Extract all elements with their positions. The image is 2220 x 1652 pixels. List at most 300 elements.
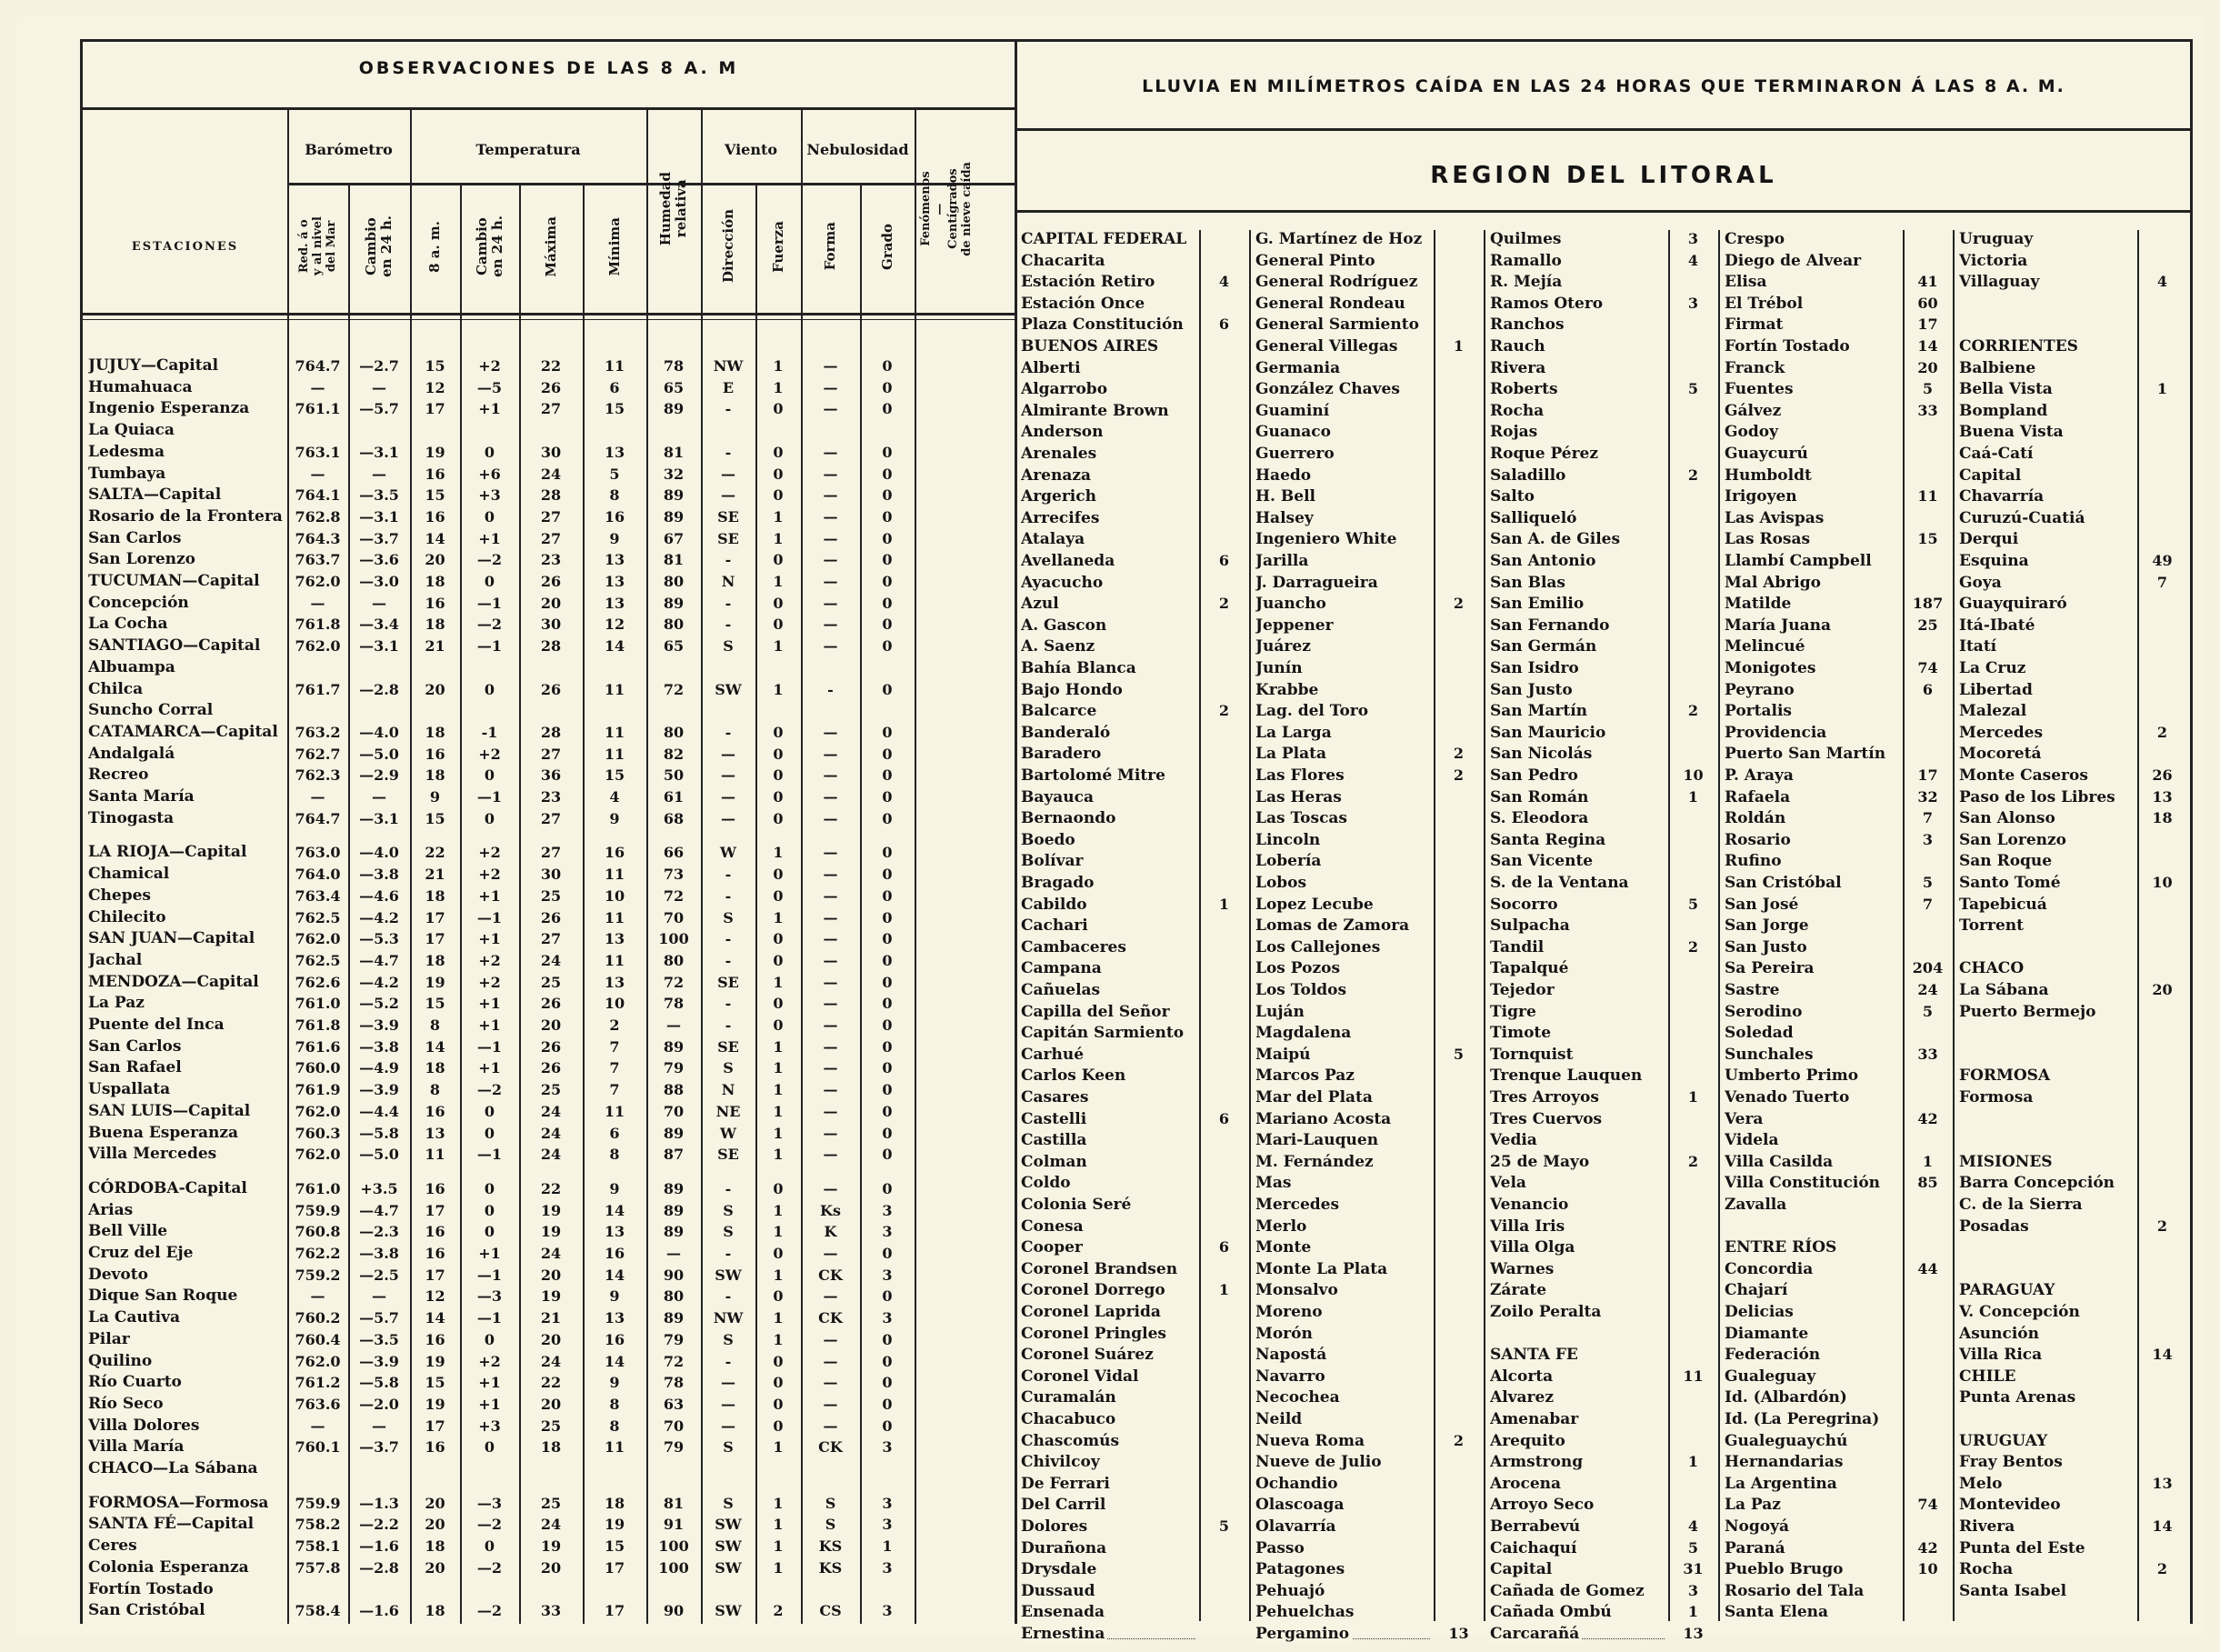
rain-station-name: Lopez Lecube [1255,894,1432,916]
station-value: 89 [663,507,685,526]
station-value: 12 [425,378,445,396]
station-value: 11 [604,723,625,741]
station-value [801,700,860,721]
rain-value: 1 [1687,1453,1699,1471]
rain-value [1199,1494,1249,1516]
station-value: 2 [773,1602,784,1620]
station-value: 0 [773,995,784,1013]
station-value: 0 [882,745,893,763]
station-value: 89 [663,400,685,418]
station-value: S [723,1201,734,1219]
rain-station-name: San José [1725,894,1901,916]
rain-value: 10 [1917,1560,1938,1578]
maxima-header: Máxima [542,215,559,277]
station-value [519,1458,583,1479]
rain-station-name: Rafaela [1725,786,1901,808]
rain-station-name: Coldo [1021,1172,1197,1194]
station-value: 89 [663,1179,685,1197]
rain-station-name: San Román [1490,786,1666,808]
station-value: — [721,1374,735,1392]
rain-station-name: P. Araya [1725,765,1901,786]
station-value: 758.2 [295,1516,341,1534]
rain-value [2137,1408,2187,1430]
rain-station-name: San Mauricio [1490,722,1666,744]
station-value: 80 [663,951,685,969]
rain-value [1199,936,1249,958]
rain-station-name: Los Callejones [1255,936,1432,958]
station-value: 0 [773,745,784,763]
station-value: KS [818,1558,843,1577]
station-value: 22 [425,844,445,862]
station-value [519,1579,583,1600]
rain-value [1903,1129,1953,1151]
station-name: Río Seco [88,1394,286,1415]
rain-value [2137,293,2187,315]
rain-value [1434,1194,1484,1216]
rain-value [2137,1301,2187,1323]
rain-station-name: Arenales [1021,443,1197,465]
rain-station-name: PARAGUAY [1959,1279,2135,1301]
station-value: N [721,573,735,590]
station-value: S [723,1223,734,1241]
rain-station-name: Monigotes [1725,657,1901,679]
rain-value: 2 [1687,1152,1699,1170]
rain-station-name: San Vicente [1490,850,1666,872]
rain-value [2137,850,2187,872]
rain-station-name: Pehuelchas [1255,1601,1432,1623]
station-value [701,700,755,721]
station-value: 764.1 [295,486,341,505]
station-value: 11 [604,866,625,884]
station-value: 8 [609,1395,620,1413]
station-name: Uspallata [88,1079,286,1100]
station-value: 18 [425,616,445,634]
rain-station-name: Caichaquí [1490,1537,1666,1559]
rain-station-name: Colonia Seré [1021,1194,1197,1216]
station-name: Chepes [88,886,286,906]
station-value: — [372,1417,386,1435]
station-value: 11 [604,745,625,763]
station-value: 89 [663,1309,685,1327]
rain-station-name: Cañuelas [1021,979,1197,1001]
rain-value [1434,486,1484,507]
station-value: 66 [663,844,685,862]
station-value: —5.7 [359,1309,399,1327]
station-value: 0 [773,616,784,634]
rain-station-name: Melo [1959,1473,2135,1495]
station-value: 1 [773,1266,784,1284]
station-value: 8 [429,1016,441,1034]
rain-station-name: Matilde [1725,593,1901,615]
rain-value: 4 [1687,1517,1699,1535]
station-name: TUCUMAN—Capital [88,571,286,592]
rain-value: 74 [1917,659,1938,676]
rain-value [1199,1323,1249,1345]
rain-station-name: Capital [1490,1558,1666,1580]
station-name: MENDOZA—Capital [88,972,286,993]
rain-value [1199,1408,1249,1430]
station-value [583,1579,646,1600]
rain-station-name: San Justo [1490,679,1666,701]
rain-station-name: Cambaceres [1021,936,1197,958]
station-value: 0 [882,809,893,827]
station-value [348,700,410,721]
station-value: 0 [773,486,784,505]
station-value: 15 [425,809,445,827]
rain-station-name: Berrabevú [1490,1516,1666,1537]
station-value [348,657,410,678]
station-value [701,420,755,441]
station-value: — [721,486,735,505]
station-value: 50 [663,766,685,785]
rain-station-name: J. Darragueira [1255,572,1432,594]
station-value [755,420,801,441]
observations-panel [80,39,1015,1624]
rain-station-name: Nogoyá [1725,1516,1901,1537]
rain-value: 7 [1922,809,1934,827]
rain-value: 42 [1917,1109,1938,1127]
rain-station-name: Zoilo Peralta [1490,1301,1666,1323]
station-value: 22 [540,1179,562,1197]
station-value: 78 [663,1374,685,1392]
station-value: — [721,745,735,763]
station-name: Chilca [88,679,286,700]
rain-station-name: Carhué [1021,1044,1197,1066]
rain-station-name: Mas [1255,1172,1432,1194]
rain-station-name: Rivera [1959,1516,2135,1537]
station-value: 759.9 [295,1201,341,1219]
station-value: 1 [773,637,784,656]
rain-station-name: Ochandio [1255,1473,1432,1495]
station-value: 3 [882,1602,893,1620]
station-value: 90 [663,1266,685,1284]
rain-station-name: Curuzú-Cuatiá [1959,507,2135,529]
station-name: La Cautiva [88,1307,286,1328]
station-value: 0 [882,357,893,375]
rain-station-name: La Sábana [1959,979,2135,1001]
rain-station-name: Anderson [1021,421,1197,443]
station-value: — [823,357,838,375]
rain-station-name: Pergamino [1255,1623,1432,1645]
station-value: —2.2 [359,1516,399,1534]
rain-station-name: Portalis [1725,700,1901,722]
rain-station-name: La Larga [1255,722,1432,744]
station-value: 758.1 [295,1537,341,1556]
station-value: 80 [663,573,685,590]
rain-station-name: Coronel Laprida [1021,1301,1197,1323]
rain-value: 3 [1687,1581,1699,1599]
station-value: —3.8 [359,866,399,884]
rain-station-name: San Blas [1490,572,1666,594]
rain-title: LLUVIA EN MILÍMETROS CAÍDA EN LAS 24 HORAS QUE TERMINARON Á LAS 8 A. M. [1142,76,2065,96]
station-value: 11 [604,908,625,926]
rain-station-name: Bragado [1021,872,1197,894]
station-value: —4.9 [359,1059,399,1077]
rain-value [1903,250,1953,272]
station-value: NW [713,1309,744,1327]
rain-station-name: Magdalena [1255,1022,1432,1044]
rain-station-name: Merlo [1255,1216,1432,1237]
rain-value [1199,507,1249,529]
rain-value [1668,1408,1718,1430]
rain-value: 5 [1687,1538,1699,1557]
rain-value: 6 [1218,1109,1230,1127]
rain-value [1434,615,1484,636]
rain-value [1199,979,1249,1001]
station-value: — [721,465,735,483]
rain-value [2137,1129,2187,1151]
rain-value [1199,1430,1249,1452]
station-value: — [823,551,838,569]
rain-value [1434,1151,1484,1173]
rain-value: 2 [1453,766,1465,784]
station-value: 78 [663,995,685,1013]
rain-value: 49 [2152,552,2173,569]
rain-station-name: Haedo [1255,465,1432,486]
station-name: Chamical [88,864,286,885]
rain-station-name: Guaycurú [1725,443,1901,465]
rain-station-name: BUENOS AIRES [1021,335,1197,357]
station-value: 1 [773,1309,784,1327]
rain-station-name: Jarilla [1255,550,1432,572]
station-value: 8 [609,1146,620,1164]
station-value: — [823,1146,838,1164]
station-value: 27 [540,809,562,827]
rain-station-name: Coronel Vidal [1021,1366,1197,1387]
station-value: 0 [882,486,893,505]
station-value: 760.1 [295,1438,341,1457]
station-value [755,657,801,678]
rain-station-name: H. Bell [1255,486,1432,507]
station-value: 3 [882,1223,893,1241]
rain-value [1903,1236,1953,1258]
rain-value [1199,615,1249,636]
rain-station-name: Godoy [1725,421,1901,443]
cambio-t-header: Cambio en 24 h. [473,215,505,277]
rain-station-name: Bompland [1959,400,2135,422]
station-value: 0 [882,1146,893,1164]
station-value: S [723,1059,734,1077]
rain-station-name: Carlos Keen [1021,1065,1197,1086]
station-value: CS [819,1602,842,1620]
station-value: — [823,995,838,1013]
station-value: 1 [773,378,784,396]
rain-value [1903,700,1953,722]
rain-value [1434,1301,1484,1323]
rain-value [1434,1451,1484,1473]
rain-station-name: Patagones [1255,1558,1432,1580]
rain-value [1434,421,1484,443]
rain-value: 6 [1218,1238,1230,1257]
rain-value: 85 [1917,1174,1938,1192]
rain-value [1903,1323,1953,1345]
rain-value [2137,1044,2187,1066]
rain-value [1199,572,1249,594]
rain-station-name: Rojas [1490,421,1666,443]
station-value [287,1579,348,1600]
rain-value [1434,271,1484,293]
station-value: 14 [425,1037,445,1056]
direccion-header: Dirección [719,209,736,284]
rain-value [2137,915,2187,936]
station-value: 26 [540,908,562,926]
rain-value: 74 [1917,1496,1938,1514]
station-value: -1 [481,723,498,741]
rain-station-name: Cañada de Gomez [1490,1580,1666,1602]
rain-station-name: Monte Caseros [1959,765,2135,786]
rain-station-name: Libertad [1959,679,2135,701]
rain-value [1434,1279,1484,1301]
station-value: 1 [773,1037,784,1056]
station-name: San Rafael [88,1057,286,1078]
rain-station-name: Santa Elena [1725,1601,1901,1623]
station-value: 68 [663,809,685,827]
rain-station-name: Neild [1255,1408,1432,1430]
station-value: 3 [882,1494,893,1512]
station-name: CATAMARCA—Capital [88,722,286,743]
rain-value: 2 [1687,466,1699,484]
rain-value: 1 [1453,337,1465,355]
station-value: 26 [540,680,562,698]
rain-station-name: Bartolomé Mitre [1021,765,1197,786]
station-value: — [823,1417,838,1435]
station-value: —5.0 [359,1146,399,1164]
station-value: 89 [663,1037,685,1056]
station-value: S [825,1494,836,1512]
station-value: 763.6 [295,1395,341,1413]
rain-station-name: Morón [1255,1323,1432,1345]
rain-station-name: Ranchos [1490,314,1666,335]
station-value: 100 [658,930,689,948]
rain-value [1199,1580,1249,1602]
rain-value [1434,1001,1484,1023]
rain-value [1434,936,1484,958]
station-value: 0 [882,886,893,905]
rain-value [1434,872,1484,894]
station-value: — [310,1287,325,1306]
station-name: Andalgalá [88,744,286,765]
rain-station-name: Buena Vista [1959,421,2135,443]
station-value: S [723,637,734,656]
rain-value [1434,1408,1484,1430]
rain-value [1668,1236,1718,1258]
rain-station-name: Ernestina [1021,1623,1197,1645]
station-value: 0 [882,844,893,862]
station-value: 763.7 [295,551,341,569]
station-value: 27 [540,844,562,862]
station-name: SANTIAGO—Capital [88,636,286,656]
rain-station-name: Balcarce [1021,700,1197,722]
station-value: S [825,1516,836,1534]
rain-value [1668,1258,1718,1280]
rain-station-name: La Plata [1255,743,1432,765]
rain-station-name: María Juana [1725,615,1901,636]
station-value: 761.8 [295,616,341,634]
station-value: 1 [773,1558,784,1577]
station-value [583,700,646,721]
station-value: 25 [540,973,562,991]
rain-station-name: Rocha [1490,400,1666,422]
station-value: —5.2 [359,995,399,1013]
rain-station-name: San Emilio [1490,593,1666,615]
station-value: 14 [604,1266,625,1284]
rain-value: 2 [1453,745,1465,763]
station-value: 73 [663,866,685,884]
fuerza-header: Fuerza [769,220,786,273]
rain-value [1434,1022,1484,1044]
station-value: — [666,1245,681,1262]
station-value: +1 [478,400,501,418]
station-value [460,700,519,721]
rain-value [2137,1108,2187,1130]
rain-value [1668,850,1718,872]
rain-value: 6 [1218,315,1230,334]
rain-value [2137,593,2187,615]
station-value: 16 [425,507,445,526]
rain-station-name: Alcorta [1490,1366,1666,1387]
rain-value [1668,872,1718,894]
rain-value [2137,1001,2187,1023]
station-value: SW [715,1558,742,1577]
rain-value [1668,1001,1718,1023]
station-value: — [372,594,386,612]
station-value: 9 [609,529,620,547]
rain-value [1199,528,1249,550]
station-value: 0 [773,443,784,461]
station-value: 22 [540,1374,562,1392]
rain-station-name: Cachari [1021,915,1197,936]
station-value: — [372,378,386,396]
station-value: —3.9 [359,1352,399,1370]
station-value: 15 [425,1374,445,1392]
station-value: —5.0 [359,745,399,763]
rain-station-name: Quilmes [1490,228,1666,250]
station-value: 70 [663,1417,685,1435]
rain-value: 187 [1912,595,1944,613]
station-value: 17 [425,400,445,418]
station-value: 16 [604,844,625,862]
station-value: 762.0 [295,930,341,948]
rain-station-name: Sa Pereira [1725,957,1901,979]
rain-value [1434,357,1484,379]
rain-value [1668,743,1718,765]
station-value: 0 [882,551,893,569]
station-value: 16 [425,1330,445,1348]
rain-value [1668,829,1718,851]
rain-value [1668,807,1718,829]
station-value: 0 [882,766,893,785]
station-value: 17 [425,1201,445,1219]
rain-value [1199,657,1249,679]
rain-value [2137,1323,2187,1345]
station-value: —1.6 [359,1602,399,1620]
station-value: 13 [604,573,625,590]
rain-value [1434,1172,1484,1194]
rain-value [1903,507,1953,529]
rain-value [1199,743,1249,765]
station-value: 0 [773,1016,784,1034]
rain-station-name: CAPITAL FEDERAL [1021,228,1197,250]
station-value: 0 [773,551,784,569]
rain-value: 60 [1917,294,1938,312]
rain-station-name: Napostá [1255,1344,1432,1366]
station-value: 17 [425,908,445,926]
station-value: 0 [484,809,495,827]
station-value [460,1458,519,1479]
station-value [860,1579,915,1600]
station-value: 16 [425,594,445,612]
station-value: 764.7 [295,809,341,827]
